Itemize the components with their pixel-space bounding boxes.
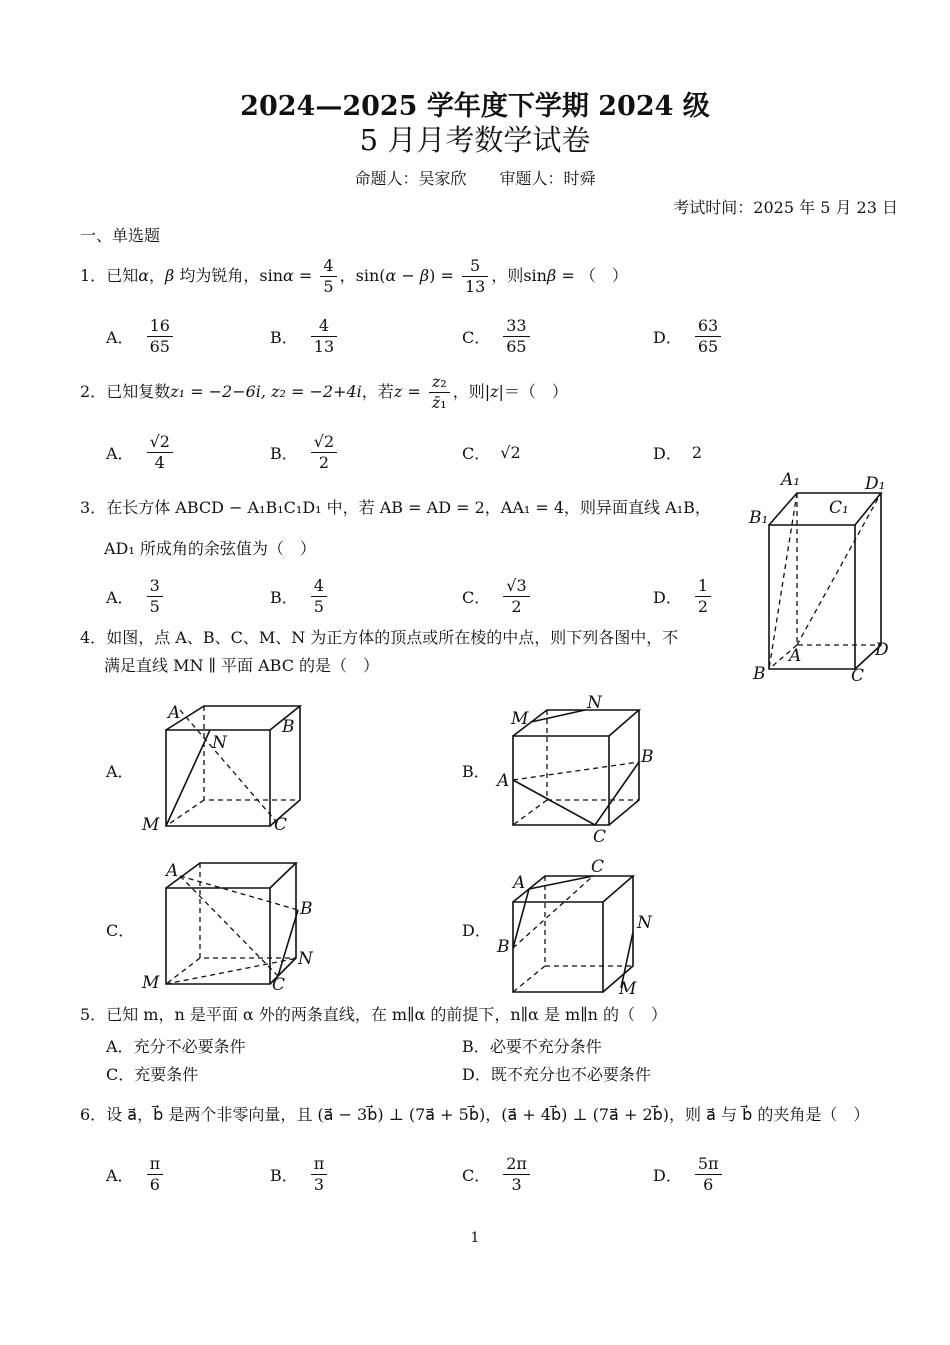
- question-4: 4．如图，点 A、B、C、M、N 为正方体的顶点或所在棱的中点，则下列各图中，不 满足直线 MN ∥ 平面 ABC 的是（ ）: [80, 628, 679, 675]
- q5-option-c[interactable]: C．充要条件: [106, 1065, 199, 1084]
- q3-option-d[interactable]: D． $\frac{1}{2}$: [653, 572, 714, 620]
- q3-option-b[interactable]: B． $\frac{4}{5}$: [270, 572, 330, 620]
- q6-option-c[interactable]: C． $\frac{2\pi}{3}$: [462, 1150, 533, 1198]
- svg-text:M: M: [619, 979, 637, 999]
- q1-option-c[interactable]: C． $\frac{33}{65}$: [462, 312, 533, 360]
- label-b: B: [753, 664, 766, 684]
- label-a1: A₁: [781, 470, 801, 490]
- cube-figure-b: [495, 690, 665, 847]
- authors-line: [0, 166, 950, 189]
- page-number: 1: [470, 1230, 480, 1246]
- cube-figure-d: [495, 852, 665, 1002]
- q6-option-a[interactable]: A． $\frac{\pi}{6}$: [106, 1150, 166, 1198]
- q3-option-a[interactable]: A． $\frac{3}{5}$: [106, 572, 166, 620]
- cube-figure-c: [140, 858, 330, 993]
- author: 命题人：吴家欣: [354, 169, 467, 188]
- q2-option-a[interactable]: A． $\frac{√2}{4}$: [106, 428, 176, 476]
- svg-text:A: A: [513, 873, 526, 893]
- svg-text:N: N: [212, 733, 227, 753]
- reviewer: 审题人：时舜: [499, 169, 596, 188]
- q5-option-b[interactable]: B．必要不充分条件: [462, 1037, 602, 1056]
- svg-text:M: M: [142, 973, 160, 993]
- cube-figure-a: [140, 700, 310, 835]
- question-2: 2．已知复数z₁ = −2−6i, z₂ = −2+4i，若z = $\frac{\text{z₂}}{\text{z̄₁}}$ ，则|z|＝（ ）: [80, 372, 568, 412]
- question-6: 6．设 a⃗，b⃗ 是两个非零向量，且 (a⃗ − 3b⃗) ⊥ (7a⃗ + 5b⃗)，(a⃗ + 4b⃗) ⊥ (7a⃗ + 2b⃗)，则 a⃗ 与 b⃗ 的夹角是（ ）: [80, 1105, 870, 1124]
- box-figure: [745, 465, 905, 690]
- q3-option-c[interactable]: C． $\frac{√3}{2}$: [462, 572, 533, 620]
- q1-option-a[interactable]: A． $\frac{16}{65}$: [106, 312, 176, 360]
- q4-option-d[interactable]: D．: [462, 921, 491, 940]
- svg-text:M: M: [142, 815, 160, 835]
- q2-option-b[interactable]: B． $\frac{√2}{2}$: [270, 428, 340, 476]
- label-c: C: [851, 666, 865, 686]
- q1-option-b[interactable]: B． $\frac{4}{13}$: [270, 312, 340, 360]
- q1-options: [106, 312, 726, 360]
- label-b1: B₁: [749, 508, 769, 528]
- label-d1: D₁: [865, 474, 886, 494]
- svg-text:C: C: [274, 815, 288, 835]
- svg-text:B: B: [282, 717, 295, 737]
- svg-text:N: N: [587, 693, 602, 713]
- q2-option-d[interactable]: D． 2: [653, 442, 703, 463]
- q3-options: [106, 572, 726, 620]
- svg-text:N: N: [298, 949, 313, 969]
- question-3: 3．在长方体 ABCD − A₁B₁C₁D₁ 中，若 AB = AD = 2，AA₁ = 4，则异面直线 A₁B， AD₁ 所成角的余弦值为（ ）: [80, 498, 711, 558]
- q4-option-a[interactable]: A．: [106, 762, 134, 781]
- exam-subtitle: 5 月月考数学试卷: [359, 123, 591, 157]
- svg-text:A: A: [166, 861, 179, 881]
- q2-option-c[interactable]: C． √2: [462, 442, 521, 463]
- q6-option-b[interactable]: B． $\frac{\pi}{3}$: [270, 1150, 330, 1198]
- q4-option-b[interactable]: B．: [462, 762, 490, 781]
- question-1: 1．已知α，β 均为锐角，sinα = $\frac{4}{5}$ ，sin(α − β) = $\frac{5}{13}$ ，则sinβ = （ ）: [80, 256, 628, 296]
- q6-option-d[interactable]: D． $\frac{5\pi}{6}$: [653, 1150, 725, 1198]
- svg-text:M: M: [511, 709, 529, 729]
- svg-text:B: B: [300, 899, 313, 919]
- section-heading: 一、单选题: [80, 226, 161, 245]
- svg-text:B: B: [497, 937, 510, 957]
- svg-text:A: A: [497, 771, 510, 791]
- q1-option-d[interactable]: D． $\frac{63}{65}$: [653, 312, 724, 360]
- svg-text:B: B: [641, 747, 654, 767]
- label-d: D: [875, 640, 889, 660]
- svg-text:N: N: [637, 913, 652, 933]
- label-a: A: [789, 646, 802, 666]
- q2-options: [106, 428, 726, 476]
- q6-options: [106, 1150, 726, 1198]
- q5-option-d[interactable]: D．既不充分也不必要条件: [462, 1065, 651, 1084]
- question-5: 5．已知 m，n 是平面 α 外的两条直线，在 m∥α 的前提下，n∥α 是 m∥n 的（ ）: [80, 1005, 667, 1024]
- svg-text:A: A: [168, 703, 181, 723]
- exam-title: 2024—2025 学年度下学期 2024 级: [240, 91, 710, 122]
- svg-text:C: C: [593, 827, 607, 847]
- q5-option-a[interactable]: A．充分不必要条件: [106, 1037, 246, 1056]
- svg-text:C: C: [272, 975, 286, 995]
- svg-text:C: C: [591, 857, 605, 877]
- q4-option-c[interactable]: C．: [106, 921, 135, 940]
- label-c1: C₁: [829, 498, 849, 518]
- exam-time: 考试时间：2025 年 5 月 23 日: [673, 198, 898, 217]
